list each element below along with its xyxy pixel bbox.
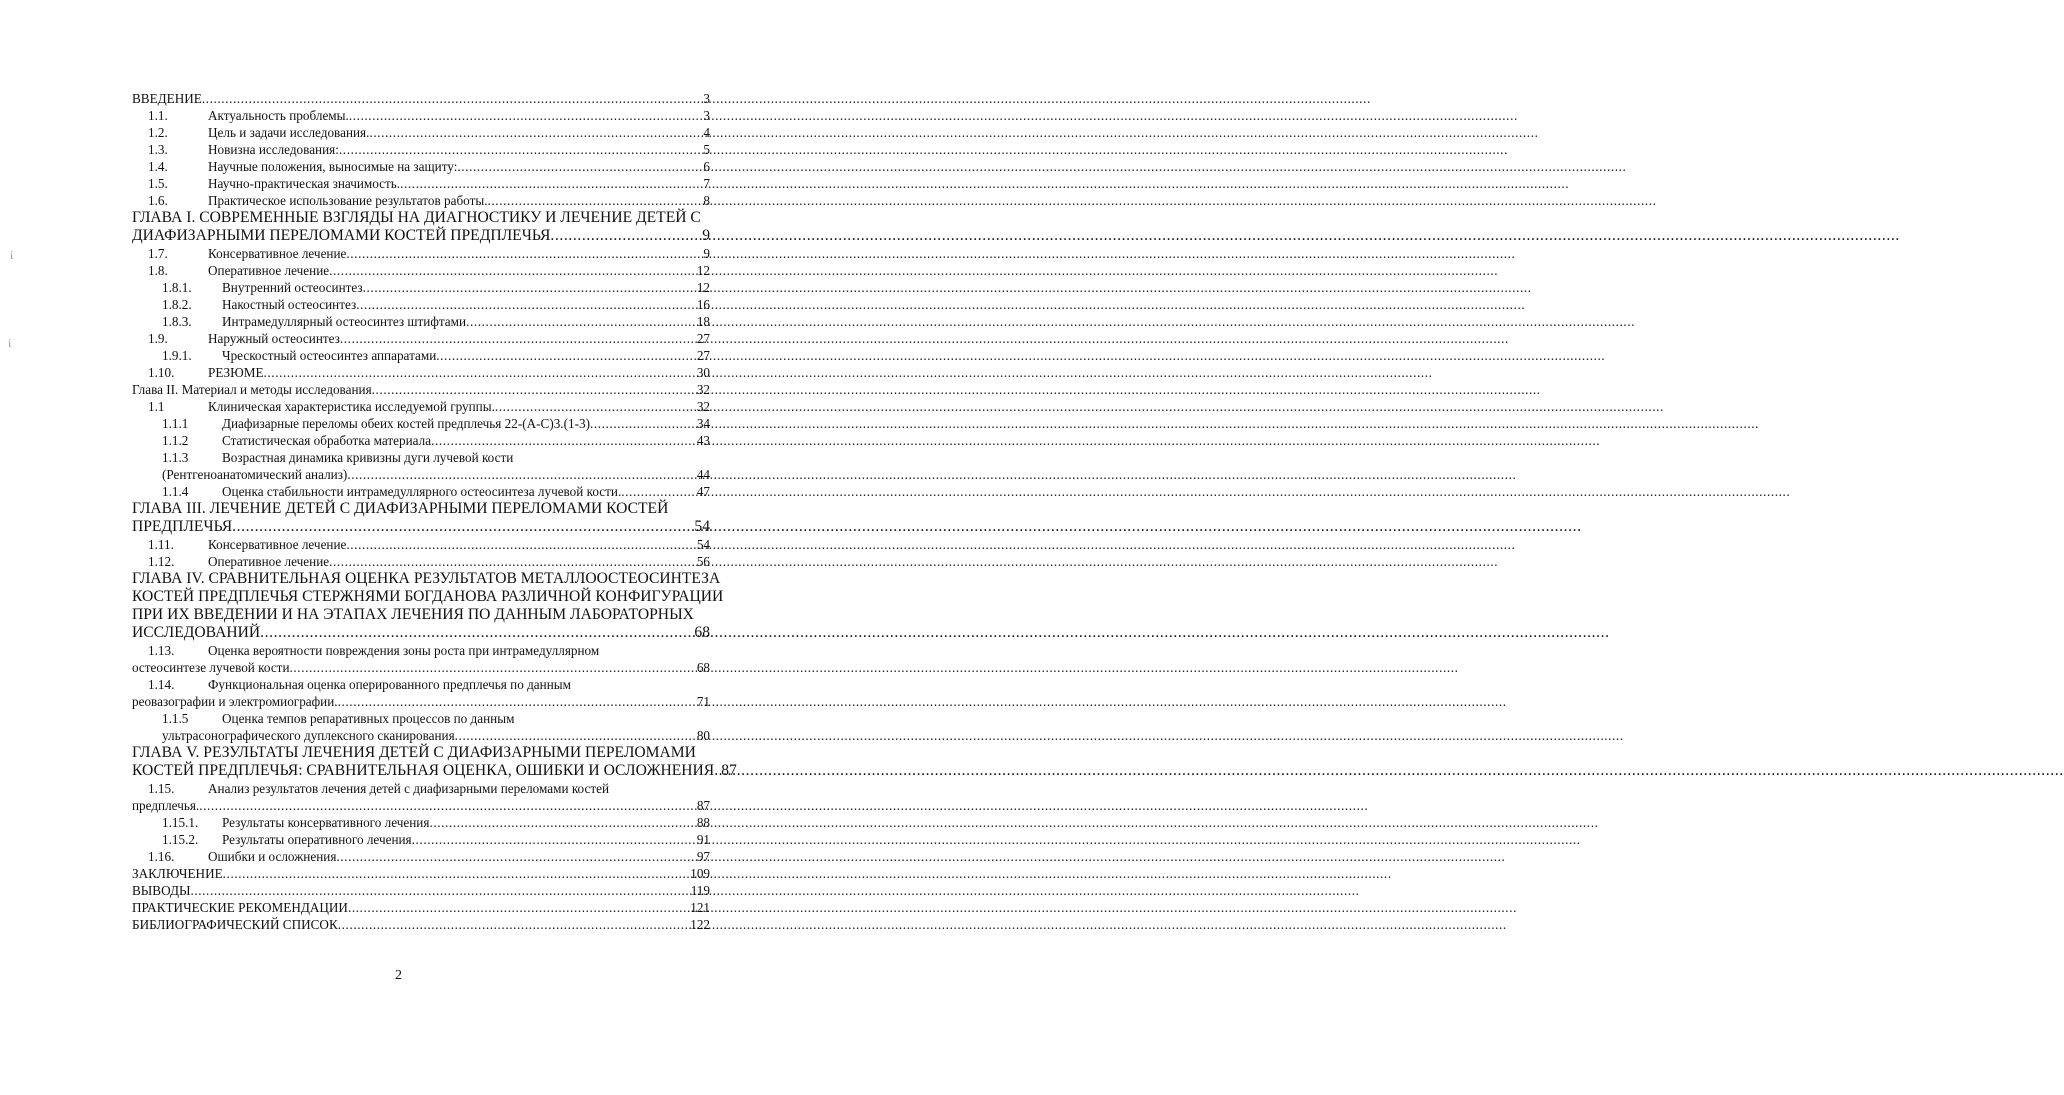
toc-entry-number: 1.12. — [148, 554, 175, 569]
toc-entry-title: БИБЛИОГРАФИЧЕСКИЙ СПИСОК — [132, 917, 338, 932]
toc-entry-page: 27 — [696, 348, 710, 363]
toc-entry-number: 1.8.1. — [162, 280, 192, 295]
toc-entry-number: 1.8. — [148, 263, 168, 278]
toc-entry-title: Научные положения, выносимые на защиту: — [208, 159, 458, 174]
toc-entry-number: 1.13. — [148, 643, 175, 658]
toc-entry-title-line: ГЛАВА III. ЛЕЧЕНИЕ ДЕТЕЙ С ДИАФИЗАРНЫМИ ПЕРЕЛОМАМИ КОСТЕЙ — [132, 500, 669, 517]
toc-entry — [132, 744, 737, 780]
toc-entry — [132, 676, 710, 710]
toc-entry-number: 1.16. — [148, 849, 175, 864]
toc-entry-page: 87 — [696, 798, 710, 813]
toc-entry — [132, 570, 724, 642]
dot-leader — [190, 882, 689, 899]
toc-entry-title: ПРАКТИЧЕСКИЕ РЕКОМЕНДАЦИИ — [132, 900, 348, 915]
page-number: 2 — [395, 968, 402, 983]
toc-entry-title: реовазографии и электромиографии. — [132, 694, 338, 709]
dot-leader — [329, 262, 696, 279]
toc-entry — [132, 848, 710, 865]
toc-entry — [132, 209, 710, 245]
toc-entry-number: 1.11. — [148, 537, 174, 552]
toc-entry-page: 80 — [696, 728, 710, 743]
toc-entry-number: 1.10. — [148, 365, 175, 380]
toc-entry-title: Оценка стабильности интрамедуллярного остеосинтеза лучевой кости. — [222, 484, 622, 499]
toc-entry — [132, 107, 710, 124]
toc-entry-title-line: ПРИ ИХ ВВЕДЕНИИ И НА ЭТАПАХ ЛЕЧЕНИЯ ПО ДАННЫМ ЛАБОРАТОРНЫХ — [132, 606, 694, 623]
toc-entry-title: Практическое использование результатов работы. — [208, 193, 488, 208]
toc-entry-page: 32 — [696, 382, 710, 397]
toc-entry — [132, 483, 710, 500]
toc-entry-page: 43 — [696, 433, 710, 448]
toc-entry — [132, 175, 710, 192]
toc-entry — [132, 330, 710, 347]
dot-leader — [199, 797, 696, 814]
toc-entry-title: Научно-практическая значимость. — [208, 176, 401, 191]
toc-entry-page: 16 — [696, 297, 710, 312]
dot-leader — [436, 347, 696, 364]
toc-entry-number: 1.1.5 — [162, 711, 189, 726]
toc-entry — [132, 899, 710, 916]
dot-leader — [356, 296, 696, 313]
toc-entry-number: 1.1. — [148, 108, 168, 123]
toc-entry-title-line: Возрастная динамика кривизны дуги лучевой кости — [222, 450, 514, 465]
margin-mark: ί — [8, 336, 12, 350]
margin-mark: ί — [10, 248, 14, 262]
toc-entry-title: Оперативное лечение — [208, 554, 330, 569]
table-of-contents — [132, 90, 737, 933]
toc-entry — [132, 158, 710, 175]
toc-entry-number: 1.9. — [148, 331, 168, 346]
dot-leader — [550, 227, 701, 245]
toc-entry-title: ВВЕДЕНИЕ — [132, 91, 202, 106]
toc-entry-page: 54 — [694, 518, 710, 535]
toc-entry — [132, 398, 710, 415]
toc-entry-number: 1.1.3 — [162, 450, 189, 465]
dot-leader — [369, 124, 702, 141]
toc-entry-title-line: ГЛАВА IV. СРАВНИТЕЛЬНАЯ ОЦЕНКА РЕЗУЛЬТАТОВ МЕТАЛЛООСТЕОСИНТЕЗА — [132, 570, 721, 587]
toc-entry-page: 91 — [696, 832, 710, 847]
toc-entry-number: 1.5. — [148, 176, 168, 191]
toc-entry-page: 32 — [696, 399, 710, 414]
dot-leader — [339, 141, 703, 158]
toc-entry-number: 1.1 — [148, 399, 165, 414]
dot-leader — [338, 916, 689, 933]
toc-entry-title: Клиническая характеристика исследуемой группы. — [208, 399, 495, 414]
toc-entry — [132, 500, 710, 536]
toc-entry — [132, 536, 710, 553]
toc-entry — [132, 90, 710, 107]
toc-entry — [132, 245, 710, 262]
toc-entry-page: 87 — [721, 762, 737, 779]
toc-entry — [132, 814, 710, 831]
toc-entry-number: 1.1.1 — [162, 416, 189, 431]
toc-entry-page: 5 — [703, 142, 710, 157]
toc-entry — [132, 916, 710, 933]
toc-entry-title: ИССЛЕДОВАНИЙ — [132, 624, 261, 641]
toc-entry-number: 1.9.1. — [162, 348, 192, 363]
toc-entry-title: Результаты оперативного лечения — [222, 832, 412, 847]
toc-entry-title: Диафизарные переломы обеих костей предплечья 22-(А-С)3.(1-3) — [222, 416, 590, 431]
toc-entry-title: РЕЗЮМЕ — [208, 365, 264, 380]
toc-entry — [132, 296, 710, 313]
toc-entry-title-line: Оценка вероятности повреждения зоны роста при интрамедуллярном — [208, 643, 600, 658]
toc-entry-page: 109 — [690, 866, 710, 881]
toc-entry-page: 12 — [696, 280, 710, 295]
toc-entry — [132, 381, 710, 398]
toc-entry — [132, 364, 710, 381]
toc-entry-page: 54 — [696, 537, 710, 552]
toc-entry-title-line: ГЛАВА V. РЕЗУЛЬТАТЫ ЛЕЧЕНИЯ ДЕТЕЙ С ДИАФИЗАРНЫМИ ПЕРЕЛОМАМИ — [132, 744, 696, 761]
toc-entry-title: Консервативное лечение — [208, 537, 347, 552]
dot-leader — [232, 518, 693, 536]
toc-entry-title: Чрескостный остеосинтез аппаратами — [222, 348, 437, 363]
toc-entry-title: КОСТЕЙ ПРЕДПЛЕЧЬЯ: СРАВНИТЕЛЬНАЯ ОЦЕНКА, ОШИБКИ И ОСЛОЖНЕНИЯ — [132, 762, 715, 779]
toc-entry — [132, 553, 710, 570]
toc-entry-title: Результаты консервативного лечения — [222, 815, 430, 830]
dot-leader — [590, 415, 696, 432]
dot-leader — [466, 313, 696, 330]
toc-entry-page: 9 — [702, 227, 710, 244]
toc-entry — [132, 262, 710, 279]
toc-entry-page: 3 — [703, 108, 710, 123]
toc-entry-title-line: Оценка темпов репаративных процессов по данным — [222, 711, 515, 726]
dot-leader — [400, 175, 702, 192]
dot-leader — [621, 483, 696, 500]
dot-leader — [340, 330, 696, 347]
toc-entry-title: ПРЕДПЛЕЧЬЯ — [132, 518, 233, 535]
toc-entry-title: Наружный остеосинтез — [208, 331, 340, 346]
toc-entry — [132, 415, 710, 432]
toc-entry-title: Оперативное лечение — [208, 263, 330, 278]
toc-entry-number: 1.3. — [148, 142, 168, 157]
toc-entry-page: 7 — [703, 176, 710, 191]
toc-entry-number: 1.8.2. — [162, 297, 192, 312]
toc-entry-page: 4 — [703, 125, 710, 140]
dot-leader — [336, 848, 695, 865]
toc-entry — [132, 141, 710, 158]
toc-entry-title: Новизна исследования: — [208, 142, 339, 157]
dot-leader — [223, 865, 690, 882]
toc-entry — [132, 347, 710, 364]
toc-entry — [132, 432, 710, 449]
toc-entry-title: Статистическая обработка материала — [222, 433, 432, 448]
dot-leader — [290, 659, 696, 676]
toc-entry-title: ВЫВОДЫ — [132, 883, 191, 898]
toc-entry-title: остеосинтезе лучевой кости — [132, 660, 290, 675]
toc-entry-number: 1.15. — [148, 781, 175, 796]
dot-leader — [363, 279, 696, 296]
dot-leader — [338, 693, 696, 710]
toc-entry — [132, 279, 710, 296]
dot-leader — [372, 381, 696, 398]
toc-entry-page: 71 — [696, 694, 710, 709]
toc-entry — [132, 124, 710, 141]
toc-entry — [132, 642, 710, 676]
toc-entry-page: 8 — [703, 193, 710, 208]
dot-leader — [346, 245, 702, 262]
dot-leader — [264, 364, 696, 381]
toc-entry-number: 1.14. — [148, 677, 175, 692]
toc-entry-title-line: ГЛАВА I. СОВРЕМЕННЫЕ ВЗГЛЯДЫ НА ДИАГНОСТИКУ И ЛЕЧЕНИЕ ДЕТЕЙ С — [132, 209, 701, 226]
toc-entry-page: 97 — [696, 849, 710, 864]
toc-entry-title: Ошибки и осложнения — [208, 849, 337, 864]
dot-leader — [349, 107, 703, 124]
dot-leader — [488, 192, 703, 209]
toc-entry-title: (Рентгеноанатомический анализ) — [162, 467, 348, 482]
dot-leader — [202, 90, 703, 107]
toc-entry-page: 56 — [696, 554, 710, 569]
dot-leader — [495, 398, 696, 415]
toc-entry-title: Интрамедуллярный остеосинтез штифтами — [222, 314, 467, 329]
toc-entry-page: 30 — [696, 365, 710, 380]
toc-entry-number: 1.15.1. — [162, 815, 199, 830]
dot-leader — [329, 553, 696, 570]
toc-entry-number: 1.15.2. — [162, 832, 199, 847]
toc-entry-page: 6 — [703, 159, 710, 174]
dot-leader — [457, 158, 702, 175]
toc-entry-number: 1.1.4 — [162, 484, 189, 499]
dot-leader — [348, 899, 689, 916]
toc-entry-title: Цель и задачи исследования. — [208, 125, 370, 140]
toc-entry — [132, 882, 710, 899]
toc-entry-title: предплечья. — [132, 798, 200, 813]
toc-entry-page: 27 — [696, 331, 710, 346]
toc-entry-title-line: Функциональная оценка оперированного предплечья по данным — [208, 677, 571, 692]
toc-entry-number: 1.6. — [148, 193, 168, 208]
toc-entry — [132, 780, 710, 814]
toc-entry-page: 119 — [690, 883, 710, 898]
toc-entry — [132, 192, 710, 209]
toc-entry-title: Глава II. Материал и методы исследования — [132, 382, 372, 397]
toc-entry-number: 1.8.3. — [162, 314, 192, 329]
toc-entry — [132, 449, 710, 483]
toc-entry-title-line: КОСТЕЙ ПРЕДПЛЕЧЬЯ СТЕРЖНЯМИ БОГДАНОВА РАЗЛИЧНОЙ КОНФИГУРАЦИИ — [132, 588, 724, 605]
toc-entry — [132, 313, 710, 330]
toc-entry-page: 121 — [690, 900, 710, 915]
toc-entry-number: 1.7. — [148, 246, 168, 261]
toc-entry — [132, 831, 710, 848]
dot-leader — [347, 466, 695, 483]
toc-entry-page: 68 — [696, 660, 710, 675]
dot-leader — [429, 814, 695, 831]
dot-leader — [412, 831, 696, 848]
toc-entry — [132, 710, 710, 744]
toc-entry-page: 34 — [696, 416, 710, 431]
toc-entry-title: Накостный остеосинтез — [222, 297, 357, 312]
toc-entry-page: 44 — [696, 467, 710, 482]
dot-leader — [431, 432, 696, 449]
toc-entry-number: 1.4. — [148, 159, 168, 174]
toc-entry-page: 47 — [696, 484, 710, 499]
toc-entry-title: ДИАФИЗАРНЫМИ ПЕРЕЛОМАМИ КОСТЕЙ ПРЕДПЛЕЧЬЯ — [132, 227, 551, 244]
toc-entry-page: 18 — [696, 314, 710, 329]
toc-entry-page: 12 — [696, 263, 710, 278]
toc-entry-number: 1.1.2 — [162, 433, 189, 448]
toc-entry-title-line: Анализ результатов лечения детей с диафизарными переломами костей — [208, 781, 610, 796]
toc-entry-title: Внутренний остеосинтез — [222, 280, 363, 295]
toc-entry-title: Актуальность проблемы. — [208, 108, 349, 123]
toc-entry-page: 68 — [694, 624, 710, 641]
toc-entry-page: 9 — [703, 246, 710, 261]
toc-entry-title: Консервативное лечение — [208, 246, 347, 261]
dot-leader — [260, 624, 693, 642]
dot-leader — [455, 727, 696, 744]
toc-entry-page: 122 — [690, 917, 710, 932]
toc-entry-page: 3 — [703, 91, 710, 106]
toc-entry — [132, 865, 710, 882]
toc-entry-title: ультрасонографического дуплексного сканирования — [162, 728, 455, 743]
dot-leader — [346, 536, 695, 553]
toc-entry-number: 1.2. — [148, 125, 168, 140]
toc-entry-page: 88 — [696, 815, 710, 830]
toc-entry-title: ЗАКЛЮЧЕНИЕ — [132, 866, 223, 881]
